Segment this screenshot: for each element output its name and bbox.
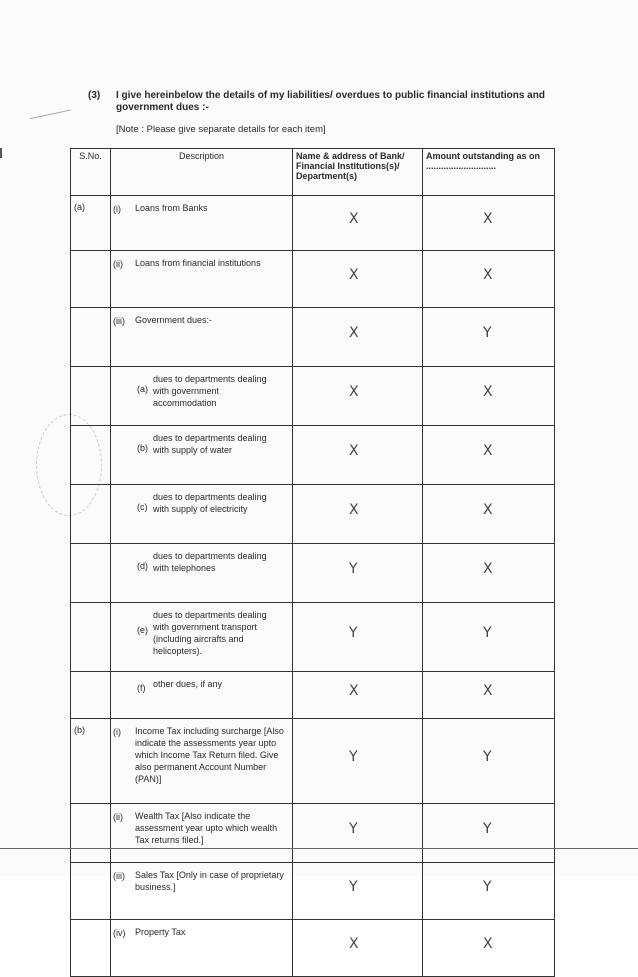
row-bank: [293, 603, 423, 672]
row-amount: [423, 485, 555, 544]
table-row: [71, 804, 555, 863]
row-amount: [423, 367, 555, 426]
row-sno: [71, 920, 111, 977]
row-description-text: Wealth Tax [Also indicate the assessment year upto which wealth Tax returns filed.]: [135, 811, 278, 845]
row-amount: [423, 804, 555, 863]
row-description: [111, 308, 293, 367]
row-description: [111, 544, 293, 603]
table-row: [71, 863, 555, 920]
row-description-text: Sales Tax [Only in case of proprietary business.]: [135, 870, 284, 892]
row-sno: [71, 367, 111, 426]
row-amount: [423, 920, 555, 977]
table-row: [71, 367, 555, 426]
row-sno: [71, 308, 111, 367]
row-index: (i): [113, 204, 121, 214]
row-bank: [293, 804, 423, 863]
row-bank: [293, 719, 423, 804]
row-sno: [71, 544, 111, 603]
row-bank: [293, 196, 423, 251]
header-amount: Amount outstanding as on ............................: [423, 149, 555, 196]
row-description: [111, 863, 293, 920]
row-description-text: dues to departments dealing with telephones: [153, 551, 267, 573]
handwritten-cross-mark: X: [483, 443, 493, 459]
row-description-text: dues to departments dealing with government accommodation: [153, 374, 267, 408]
table-row: [71, 603, 555, 672]
row-amount: [423, 544, 555, 603]
row-description: [111, 804, 293, 863]
handwritten-cross-mark: X: [483, 561, 493, 577]
row-subindex: (c): [137, 502, 148, 512]
row-index: (ii): [113, 812, 123, 822]
table-row: [71, 196, 555, 251]
row-amount: [423, 196, 555, 251]
row-description-text: dues to departments dealing with supply of water: [153, 433, 267, 455]
row-description: [111, 485, 293, 544]
handwritten-cross-mark: Y: [483, 879, 492, 895]
header-sno: S.No.: [71, 149, 111, 196]
handwritten-cross-mark: X: [349, 683, 359, 699]
row-description: [111, 672, 293, 719]
handwritten-cross-mark: Y: [349, 561, 358, 577]
header-bank: Name & address of Bank/ Financial Institutions(s)/ Department(s): [293, 149, 423, 196]
row-subindex: (f): [137, 683, 146, 693]
section-text: I give hereinbelow the details of my liabilities/ overdues to public financial institutions and government dues :-: [116, 90, 545, 113]
row-bank: [293, 251, 423, 308]
row-bank: [293, 863, 423, 920]
handwritten-cross-mark: X: [349, 325, 359, 341]
row-sno: [71, 863, 111, 920]
row-description: [111, 920, 293, 977]
row-index: (ii): [113, 259, 123, 269]
row-index: (iii): [113, 316, 125, 326]
row-sno: (b): [71, 719, 111, 804]
row-bank: [293, 544, 423, 603]
row-amount: [423, 603, 555, 672]
row-description-text: Government dues:-: [135, 315, 213, 325]
table-row: [71, 544, 555, 603]
handwritten-cross-mark: X: [483, 683, 493, 699]
handwritten-cross-mark: Y: [349, 821, 358, 837]
row-index: (iii): [113, 871, 125, 881]
handwritten-cross-mark: X: [483, 267, 493, 283]
handwritten-scribble: [27, 98, 71, 119]
row-description-text: Loans from Banks: [135, 203, 208, 213]
row-sno: [71, 804, 111, 863]
row-index: (i): [113, 727, 121, 737]
row-sno: [71, 426, 111, 485]
row-bank: [293, 485, 423, 544]
table-row: [71, 251, 555, 308]
row-bank: [293, 367, 423, 426]
row-description: [111, 367, 293, 426]
table-row: [71, 308, 555, 367]
row-description-text: Loans from financial institutions: [135, 258, 261, 268]
section-number: (3): [88, 90, 101, 101]
handwritten-cross-mark: Y: [349, 749, 358, 765]
handwritten-cross-mark: X: [349, 443, 359, 459]
handwritten-cross-mark: X: [483, 502, 493, 518]
row-description: [111, 603, 293, 672]
row-description-text: Income Tax including surcharge [Also indicate the assessments year upto which Income Tax Return filed. Give also permanent Account Number (PAN)]: [135, 726, 284, 784]
note-text: [Note : Please give separate details for each item]: [116, 124, 326, 135]
row-subindex: (e): [137, 625, 148, 635]
handwritten-cross-mark: X: [483, 211, 493, 227]
handwritten-cross-mark: Y: [483, 625, 492, 641]
page-edge-mark: [0, 148, 2, 158]
page-bottom-line: [0, 848, 638, 849]
row-description: [111, 426, 293, 485]
row-sno: [71, 603, 111, 672]
row-amount: [423, 308, 555, 367]
row-sno: (a): [71, 196, 111, 251]
table-row: [71, 920, 555, 977]
handwritten-cross-mark: Y: [483, 821, 492, 837]
row-subindex: (a): [137, 384, 148, 394]
row-bank: [293, 672, 423, 719]
row-description-text: other dues, if any: [153, 679, 223, 689]
row-index: (iv): [113, 928, 126, 938]
row-description: [111, 196, 293, 251]
row-bank: [293, 426, 423, 485]
row-sno: [71, 485, 111, 544]
row-description-text: dues to departments dealing with government transport (including aircrafts and helicopters).: [153, 610, 267, 656]
handwritten-cross-mark: X: [483, 384, 493, 400]
table-header-row: [71, 149, 555, 196]
handwritten-cross-mark: Y: [349, 625, 358, 641]
handwritten-cross-mark: X: [483, 936, 493, 952]
row-description: [111, 719, 293, 804]
row-amount: [423, 251, 555, 308]
handwritten-cross-mark: X: [349, 211, 359, 227]
handwritten-cross-mark: X: [349, 384, 359, 400]
row-description-text: Property Tax: [135, 927, 186, 937]
handwritten-cross-mark: Y: [349, 879, 358, 895]
handwritten-cross-mark: Y: [483, 325, 492, 341]
handwritten-cross-mark: X: [349, 267, 359, 283]
table-row: [71, 672, 555, 719]
row-bank: [293, 308, 423, 367]
handwritten-cross-mark: X: [349, 936, 359, 952]
liabilities-table: [70, 148, 555, 977]
handwritten-cross-mark: X: [349, 502, 359, 518]
handwritten-cross-mark: Y: [483, 749, 492, 765]
table-row: [71, 485, 555, 544]
table-row: [71, 426, 555, 485]
row-sno: [71, 672, 111, 719]
row-amount: [423, 426, 555, 485]
row-amount: [423, 863, 555, 920]
row-amount: [423, 719, 555, 804]
row-bank: [293, 920, 423, 977]
table-row: [71, 719, 555, 804]
row-description-text: dues to departments dealing with supply of electricity: [153, 492, 267, 514]
row-sno: [71, 251, 111, 308]
header-description: Description: [111, 149, 293, 196]
row-description: [111, 251, 293, 308]
row-subindex: (b): [137, 443, 148, 453]
row-subindex: (d): [137, 561, 148, 571]
row-amount: [423, 672, 555, 719]
